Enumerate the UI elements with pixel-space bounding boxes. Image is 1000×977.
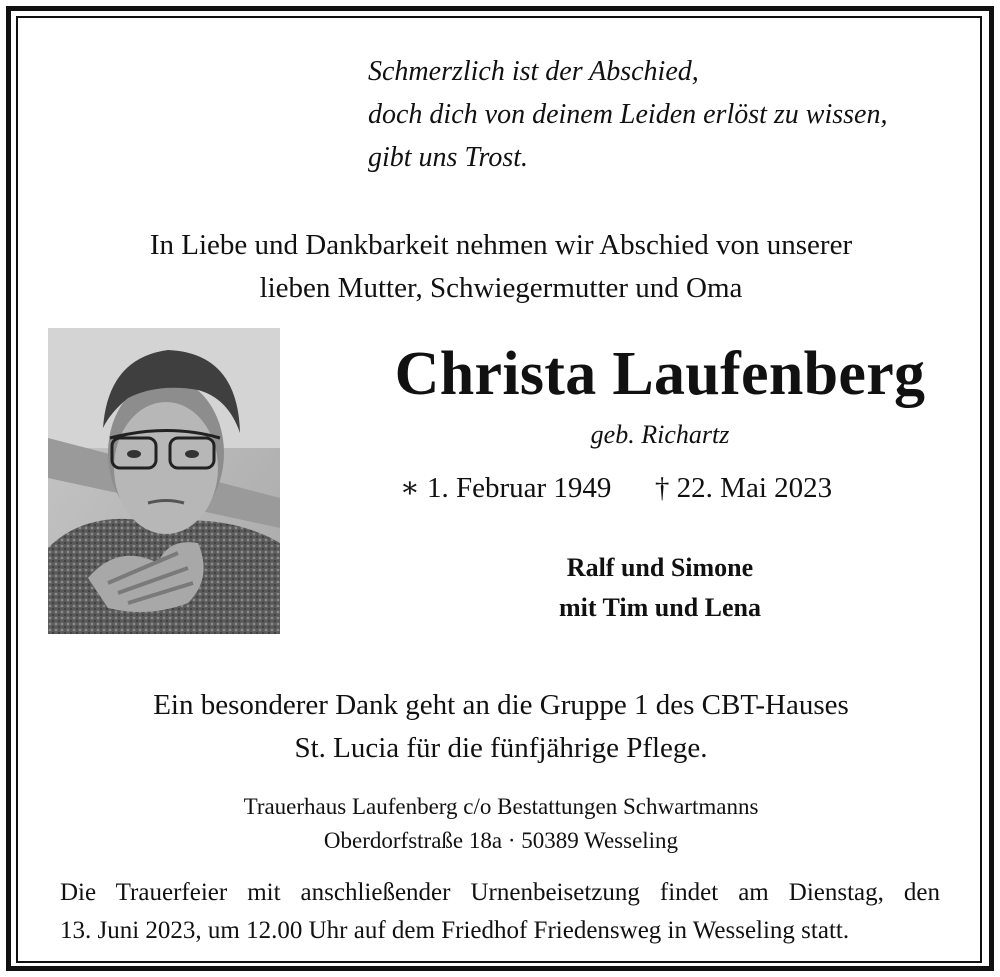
address-line-2: Oberdorfstraße 18a · 50389 Wesseling bbox=[323, 828, 679, 853]
mourners-line-1: Ralf und Simone bbox=[566, 553, 754, 582]
address-line-1: Trauerhaus Laufenberg c/o Bestattungen Schwartmanns bbox=[243, 794, 759, 819]
quote-block bbox=[368, 50, 887, 179]
quote-line-3: gibt uns Trost. bbox=[368, 142, 529, 173]
ceremony-notice bbox=[60, 874, 940, 950]
thanks-line-1: Ein besonderer Dank geht an die Gruppe 1 des CBT-Hauses bbox=[153, 689, 849, 721]
death-date: † 22. Mai 2023 bbox=[654, 472, 833, 504]
quote-line-1: Schmerzlich ist der Abschied, bbox=[368, 56, 699, 87]
ceremony-line-2: 13. Juni 2023, um 12.00 Uhr auf dem Friedhof Friedensweg in Wesseling statt. bbox=[60, 917, 850, 944]
deceased-name: Christa Laufenberg bbox=[394, 340, 926, 408]
thanks-line-2: St. Lucia für die fünfjährige Pflege. bbox=[294, 732, 708, 764]
intro-line-1: In Liebe und Dankbarkeit nehmen wir Abschied von unserer bbox=[149, 229, 853, 261]
intro-text bbox=[20, 224, 982, 310]
mourners bbox=[340, 548, 980, 628]
quote-line-2: doch dich von deinem Leiden erlöst zu wissen, bbox=[368, 99, 888, 130]
birth-date: ∗ 1. Februar 1949 bbox=[400, 472, 612, 504]
life-dates bbox=[400, 470, 832, 505]
mourning-address bbox=[20, 790, 982, 858]
mourners-line-2: mit Tim und Lena bbox=[558, 593, 762, 622]
portrait-photo bbox=[48, 328, 280, 634]
thanks-text bbox=[20, 684, 982, 770]
birth-name: geb. Richartz bbox=[590, 420, 730, 449]
ceremony-line-1: Die Trauerfeier mit anschließender Urnenbeisetzung findet am Dienstag, den bbox=[60, 879, 940, 906]
intro-line-2: lieben Mutter, Schwiegermutter und Oma bbox=[259, 272, 743, 304]
